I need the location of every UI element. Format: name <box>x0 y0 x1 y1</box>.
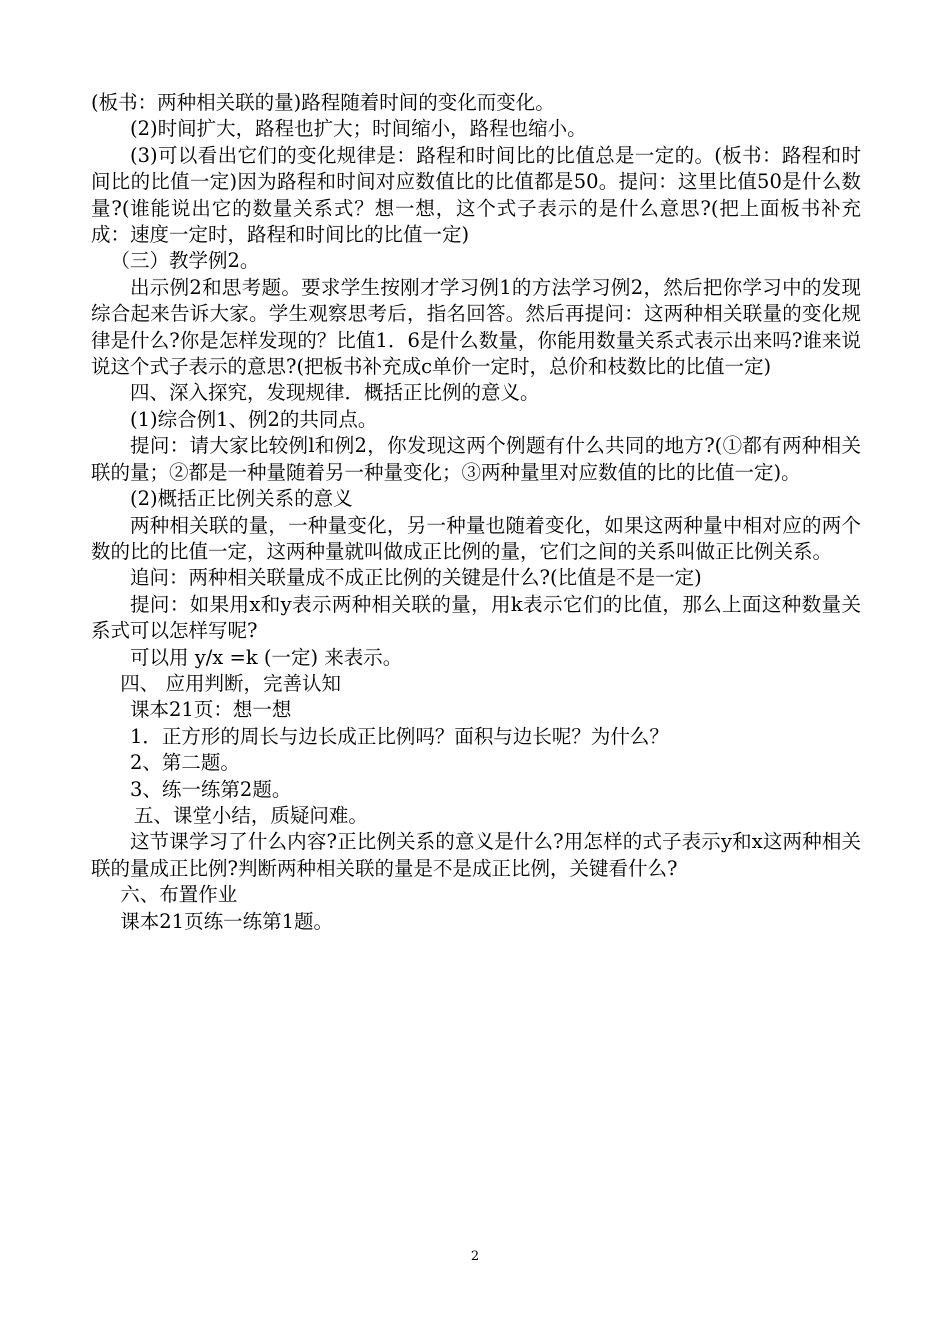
paragraph-question-formula: 提问：如果用x和y表示两种相关联的量，用k表示它们的比值，那么上面这种数量关系式可以怎样写呢? <box>91 592 861 643</box>
paragraph-formula: 可以用 y/x =k (一定) 来表示。 <box>130 645 403 669</box>
paragraph-exercise-1: 1．正方形的周长与边长成正比例吗？面积与边长呢？为什么？ <box>130 724 669 748</box>
paragraph-homework: 课本21页练一练第1题。 <box>120 909 333 933</box>
paragraph-exercise-2: 2、第二题。 <box>130 751 240 775</box>
page-number: 2 <box>470 1249 480 1264</box>
paragraph-summary: 这节课学习了什么内容?正比例关系的意义是什么?用怎样的式子表示y和x这两种相关联的量成正比例?判断两种相关联的量是不是成正比例，关键看什么? <box>91 830 861 880</box>
paragraph-combine-examples: (1)综合例1、例2的共同点。 <box>130 407 378 431</box>
paragraph-follow-up: 追问：两种相关联量成不成正比例的关键是什么?(比值是不是一定) <box>130 566 702 590</box>
paragraph-point-2: (2)时间扩大，路程也扩大；时间缩小，路程也缩小。 <box>130 117 587 141</box>
paragraph-board-note: (板书：两种相关联的量)路程随着时间的变化而变化。 <box>91 91 555 114</box>
paragraph-example-2: 出示例2和思考题。要求学生按刚才学习例1的方法学习例2，然后把你学习中的发现综合起来告诉大家。学生观察思考后，指名回答。然后再提问：这两种相关联量的变化规律是什么?你是怎样发现的？比值1．6是什么数量，你能用数量关系式表示出来吗?谁来说说这个式子表示的意思?(把板书补充成c单价一定时，总价和枝数比的比值一定) <box>91 275 861 379</box>
paragraph-point-3: (3)可以看出它们的变化规律是：路程和时间比的比值总是一定的。(板书：路程和时间比的比值一定)因为路程和时间对应数值比的比值都是50。提问：这里比值50是什么数量?(谁能说出它的数量关系式？想一想，这个式子表示的是什么意思?(把上面板书补充成：速度一定时，路程和时间比的比值一定) <box>91 143 861 247</box>
paragraph-definition: 两种相关联的量，一种量变化，另一种量也随着变化，如果这两种量中相对应的两个数的比的比值一定，这两种量就叫做成正比例的量，它们之间的关系叫做正比例关系。 <box>91 513 861 563</box>
paragraph-textbook-think: 课本21页：想一想 <box>130 698 292 722</box>
paragraph-question-common: 提问：请大家比较例l和例2，你发现这两个例题有什么共同的地方?(①都有两种相关联的量；②都是一种量随着另一种量变化；③两种量里对应数值的比的比值一定)。 <box>91 434 861 484</box>
paragraph-exercise-3: 3、练一练第2题。 <box>130 777 292 801</box>
section-heading-apply: 四、 应用判断，完善认知 <box>120 671 341 695</box>
document-body <box>91 90 861 935</box>
section-heading-example-2: （三）教学例2。 <box>110 249 260 273</box>
section-heading-explore: 四、深入探究，发现规律．概括正比例的意义。 <box>130 381 540 405</box>
section-heading-homework: 六、布置作业 <box>120 883 238 907</box>
paragraph-summarize-meaning: (2)概括正比例关系的意义 <box>130 487 353 511</box>
section-heading-summary: 五、课堂小结，质疑问难。 <box>133 803 368 827</box>
